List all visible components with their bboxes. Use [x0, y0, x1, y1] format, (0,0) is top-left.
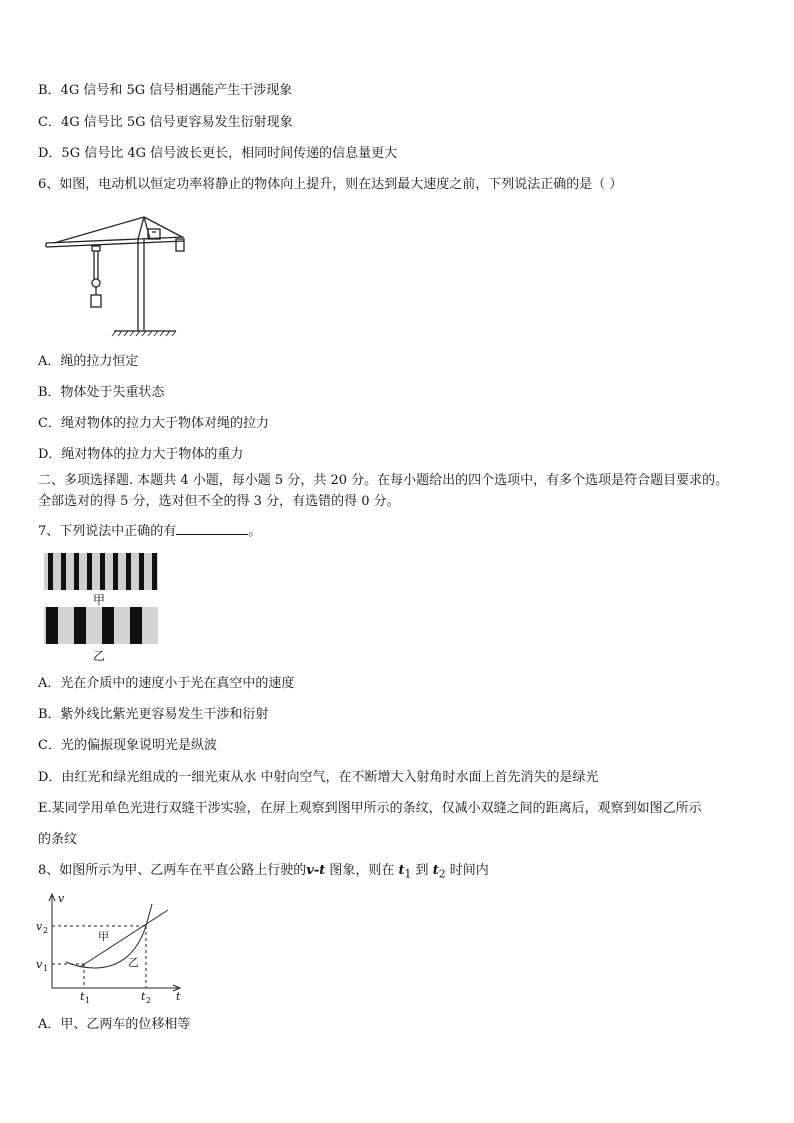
q7-option-d: D．由红光和绿光组成的一细光束从水 中射向空气，在不断增大入射角时水面上首先消失的是绿光 [38, 770, 599, 785]
q6-stem: 6、如图，电动机以恒定功率将静止的物体向上提升，则在达到最大速度之前，下列说法正确的是（ ） [38, 177, 623, 192]
tower-crane-figure [44, 213, 190, 337]
fringe-label-yi: 乙 [93, 649, 106, 663]
q7-stem-text: 7、下列说法中正确的有 [38, 524, 177, 539]
interference-fringe-yi [44, 607, 158, 644]
q8-vt-symbol: v-t [306, 863, 326, 878]
q8-stem-mid1: 图象，则在 [325, 863, 399, 878]
q8-stem-post: 时间内 [445, 863, 489, 878]
q8-t1-sub: 1 [404, 867, 412, 881]
q8-stem-text: 8、如图所示为甲、乙两车在平直公路上行驶的 [38, 863, 307, 878]
q8-stem [38, 862, 489, 884]
q8-t2-sub: 2 [438, 867, 446, 881]
q7-option-b: B．紫外线比紫光更容易发生干涉和衍射 [38, 707, 269, 722]
q7-option-c: C．光的偏振现象说明光是纵波 [38, 738, 217, 753]
t-axis-label: t [176, 990, 181, 1003]
q7-option-a: A．光在介质中的速度小于光在真空中的速度 [38, 676, 295, 691]
fringe-label-jia: 甲 [93, 593, 106, 607]
section2-instructions-line2: 全部选对的得 5 分，选对但不全的得 3 分，有选错的得 0 分。 [38, 494, 400, 509]
q5-option-b: B．4G 信号和 5G 信号相遇能产生干涉现象 [38, 83, 293, 98]
t1-label: t [80, 990, 85, 1003]
v1-label: v [36, 958, 43, 971]
yi-curve [66, 904, 152, 968]
q7-option-e-line1: E.某同学用单色光进行双缝干涉实验，在屏上观察到图甲所示的条纹，仅减小双缝之间的距离后，观察到如图乙所示 [38, 801, 702, 816]
interference-fringe-jia [44, 553, 158, 590]
t2-label-sub: 2 [146, 996, 152, 1004]
q8-t2-symbol: t [432, 863, 439, 878]
q6-option-b: B．物体处于失重状态 [38, 385, 165, 400]
q8-stem-mid2: 到 [411, 863, 433, 878]
q6-option-a: A．绳的拉力恒定 [38, 354, 139, 369]
v-axis-label: v [58, 892, 65, 905]
q7-stem-end: 。 [248, 524, 262, 539]
q6-option-d: D．绳对物体的拉力大于物体的重力 [38, 447, 244, 462]
yi-label: 乙 [128, 956, 139, 969]
section2-instructions-line1: 二、多项选择题. 本题共 4 小题，每小题 5 分，共 20 分。在每小题给出的四个选项中，有多个选项是符合题目要求的。 [38, 473, 729, 488]
q7-option-e-line2: 的条纹 [38, 832, 78, 847]
q8-t1-symbol: t [398, 863, 405, 878]
v1-label-sub: 1 [43, 964, 49, 973]
t1-label-sub: 1 [85, 996, 91, 1004]
t2-label: t [141, 990, 146, 1003]
answer-blank [176, 521, 248, 535]
q6-option-c: C．绳对物体的拉力大于物体对绳的拉力 [38, 416, 269, 431]
q5-option-c: C．4G 信号比 5G 信号更容易发生衍射现象 [38, 115, 293, 130]
q5-option-d: D．5G 信号比 4G 信号波长更长，相同时间传递的信息量更大 [38, 146, 398, 161]
v2-label: v [36, 920, 43, 933]
q7-stem [38, 521, 261, 541]
v2-label-sub: 2 [43, 926, 49, 935]
q8-option-a: A．甲、乙两车的位移相等 [38, 1017, 191, 1032]
jia-label: 甲 [98, 930, 109, 943]
vt-graph [36, 888, 186, 1004]
